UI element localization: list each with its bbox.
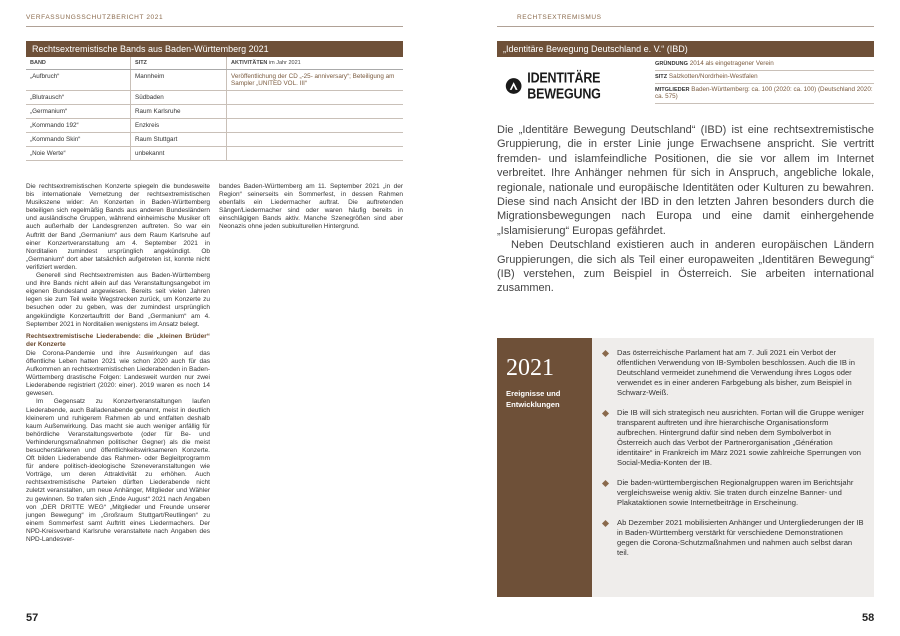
left-column-2 <box>219 183 403 232</box>
section-heading: Rechtsextremistische Liederabende: die „kleinen Brüder“ der Konzerte <box>26 332 210 348</box>
sitz-cell: Mannheim <box>131 70 227 91</box>
paragraph: Die rechtsextremistischen Konzerte spiegeln die bundesweite bis internationale Vernetzung der rechtsextremistischen Musikszene wider: An Konzerten in Baden-Württemberg beteiligen sich regelmäßig Bands aus anderen Bundesländern und ausländische Gruppen, während einheimische Musiker oft auch außerhalb der Landesgrenzen auftreten. So war ein Auftritt der Band „Germanium“ aus dem Raum Karlsruhe auf einer Konzertveranstaltung am 4. September 2021 in Norditalien zumindest ursprünglich angekündigt. Ob „Germanium“ dort aber tatsächlich aufgetreten ist, konnte nicht verifiziert werden. <box>26 183 210 271</box>
table-title: Rechtsextremistische Bands aus Baden-Württemberg 2021 <box>26 41 403 57</box>
sitz-cell: Raum Stuttgart <box>131 133 227 147</box>
info-label: MITGLIEDER <box>655 87 690 93</box>
col-header-band: BAND <box>26 57 131 70</box>
info-label: GRÜNDUNG <box>655 61 688 67</box>
event-item <box>601 348 864 398</box>
event-text: Ab Dezember 2021 mobilisierten Anhänger und Untergliederungen der IB in Baden-Württemberg verstärkt für verschiedene Demonstrationen gegen die Corona-Schutzmaßnahmen und nahmen auch selbst daran teil. <box>617 518 864 557</box>
paragraph: bandes Baden-Württemberg am 11. September 2021 „in der Region“ seinerseits ein Sommerfest, in dessen Rahmen ebenfalls ein Liedermacher auftrat. Die auftretenden Sänger/Liedermacher sind oder waren häufig bereits in einschlägigen Bands aktiv. Manche Szenegrößen sind aber Neonazis ohne jeden subkulturellen Hintergrund. <box>219 183 403 231</box>
page-number-right: 58 <box>862 612 875 624</box>
band-cell: „Kommando 192“ <box>26 119 131 133</box>
info-label: SITZ <box>655 74 668 80</box>
paragraph: Im Gegensatz zu Konzertveranstaltungen laufen Liederabende, auch Balladenabende genannt, meist in deutlich kleinerem und ruhigerem Rahmen ab und entfalten deshalb kaum Außenwirkung. Das macht sie auch weniger anfällig für behördliche Veranstaltungsverbote (oder für Be- und Verhinderungsmaßnahmen politischer Gegner) als die meist besucherstärkeren und öffentlichkeitswirksameren Konzerte. Oft bilden Liederabende das Rahmen- oder Begleitprogramm für andere politisch-ideologische Szeneveranstaltungen wie Vorträge, um deren Attraktivität zu erhöhen. Auch rechtsextremistische Parteien dürften Liederabende nicht zuletzt veranstalten, um neue Anhänger, Mitglieder und Wähler zu gewinnen. So trafen sich „Ende August“ 2021 nach Angaben von „DER DRITTE WEG“ „Mitglieder und Freunde unserer jungen Bewegung“ im „Großraum Stuttgart/Reutlingen“ zu einem Sommerfest samt Auftritt eines Liedermachers. Der NPD-Kreisverband Karlsruhe veranstaltete nach Angaben des NPD-Landesver- <box>26 398 210 544</box>
diamond-bullet-icon <box>602 350 609 357</box>
events-list <box>601 348 864 568</box>
info-row <box>655 58 874 71</box>
events-year: 2021 <box>506 355 554 381</box>
band-cell: „Aufbruch“ <box>26 70 131 91</box>
info-value: 2014 als eingetragener Verein <box>689 60 774 67</box>
diamond-bullet-icon <box>602 480 609 487</box>
table-row <box>26 105 403 119</box>
events-box <box>497 338 874 597</box>
ib-logo <box>505 69 645 103</box>
table-row <box>26 91 403 105</box>
diamond-bullet-icon <box>602 410 609 417</box>
event-item <box>601 408 864 468</box>
sitz-cell: Enzkreis <box>131 119 227 133</box>
lead-text <box>497 123 874 296</box>
logo-wordmark: IDENTITÄRE BEWEGUNG <box>527 69 601 103</box>
activity-cell <box>227 147 404 161</box>
table-row <box>26 147 403 161</box>
table-row <box>26 133 403 147</box>
header-rule-left <box>26 26 403 27</box>
col-header-activities-label: AKTIVITÄTEN <box>231 60 268 66</box>
header-rule-right <box>497 26 874 27</box>
table-body <box>26 70 403 161</box>
info-value: Baden-Württemberg: ca. 100 (2020: ca. 100) (Deutschland 2020: ca. 575) <box>655 86 873 100</box>
paragraph: Generell sind Rechtsextremisten aus Baden-Württemberg und ihre Bands nicht allein auf das Veranstaltungsangebot im eigenen Bundesland angewiesen. Bereits seit vielen Jahren legen sie zum Teil weite Wegstrecken zurück, um Konzerte zu besuchen oder zu geben, was der zumindest ursprünglich angekündigte Konzertauftritt der Band „Germanium“ am 4. September 2021 in Norditalien wenigstens im Ansatz belegt. <box>26 272 210 328</box>
events-label-panel <box>497 338 592 597</box>
events-label: Ereignisse und Entwicklungen <box>506 389 561 409</box>
lambda-icon <box>505 75 522 97</box>
sitz-cell: unbekannt <box>131 147 227 161</box>
band-cell: „Germanium“ <box>26 105 131 119</box>
event-item <box>601 478 864 508</box>
event-text: Das österreichische Parlament hat am 7. Juli 2021 ein Verbot der öffentlichen Verwendung von IB-Symbolen beschlossen. Auch die IB in Deutschland vermeidet zunehmend die Verwendung ihres Logos oder verwendet es in einer anderen Farbgebung als bisher, zum Beispiel in Schwarz-Weiß. <box>617 348 855 397</box>
page-number-left: 57 <box>26 612 39 624</box>
col-header-activities-year: im Jahr 2021 <box>267 60 301 66</box>
sitz-cell: Südbaden <box>131 91 227 105</box>
activity-cell: Veröffentlichung der CD „-25- anniversary“; Beteiligung am Sampler „UNITED VOL. III“ <box>227 70 404 91</box>
info-row <box>655 71 874 84</box>
running-head-left: VERFASSUNGSSCHUTZBERICHT 2021 <box>26 14 164 21</box>
band-cell: „Blutrausch“ <box>26 91 131 105</box>
lead-paragraph: Die „Identitäre Bewegung Deutschland“ (IBD) ist eine rechtsextremistische Gruppierung, die in erster Linie junge Erwachsene anspricht. Sie vertritt fremden- und islamfeindliche Positionen, die sie vor allem im Internet verbreitet. Ihre Anhänger nehmen für sich in Anspruch, angebliche lokale, regionale, nationale und europäische Identitäten oder Kulturen zu bewahren. Diese sind nach Ansicht der IBD in den letzten Jahren besonders durch die Migrationsbewegungen nach Europa und eine damit einhergehende „Islamisierung“ Europas gefährdet. <box>497 124 874 237</box>
sitz-cell: Raum Karlsruhe <box>131 105 227 119</box>
activity-cell <box>227 91 404 105</box>
lead-paragraph: Neben Deutschland existieren auch in anderen europäischen Ländern Gruppierungen, die sich als Teil einer europaweiten „Identitären Bewegung“ (IB) verstehen, zum Beispiel in Österreich. Sie arbeiten international zusammen. <box>497 239 874 295</box>
diamond-bullet-icon <box>602 520 609 527</box>
left-column-1 <box>26 183 210 544</box>
info-row <box>655 84 874 104</box>
table-row <box>26 119 403 133</box>
event-text: Die IB will sich strategisch neu ausrichten. Fortan will die Gruppe weniger transparent auftreten und ihre hierarchische Organisationsform aufbrechen. Hintergrund dafür sind neben dem Symbolverbot in Österreich auch das Verbot der Partnerorganisation „Génération identitaire“ in Frankreich im März 2021 sowie zahlreiche Sperrungen von Social-Media-Konten der IB. <box>617 408 864 467</box>
table-header-row <box>26 57 403 70</box>
activity-cell <box>227 105 404 119</box>
band-cell: „Noie Werte“ <box>26 147 131 161</box>
col-header-sitz: SITZ <box>131 57 227 70</box>
event-text: Die baden-württembergischen Regionalgruppen waren im Berichtsjahr vergleichsweise wenig aktiv. Sie traten durch einzelne Banner- und Plakataktionen sowie Internetbeiträge in Erscheinung. <box>617 478 854 507</box>
info-rows <box>655 58 874 104</box>
col-header-activities <box>227 57 404 70</box>
bands-table <box>26 57 403 161</box>
event-item <box>601 518 864 558</box>
activity-cell <box>227 133 404 147</box>
info-value: Salzkotten/Nordrhein-Westfalen <box>668 73 758 80</box>
paragraph: Die Corona-Pandemie und ihre Auswirkungen auf das öffentliche Leben hatten 2021 wie schon 2020 auch für das Aufkommen an rechtsextremistischen Liederabenden in Baden-Württemberg drastische Folgen: Landesweit wurden nur zwei Liederabende registriert (2020: einer). 2019 waren es noch 14 gewesen. <box>26 349 210 398</box>
band-cell: „Kommando Skin“ <box>26 133 131 147</box>
table-row <box>26 70 403 91</box>
activity-cell <box>227 119 404 133</box>
info-box-title: „Identitäre Bewegung Deutschland e. V.“ (IBD) <box>497 41 874 57</box>
running-head-right: RECHTSEXTREMISMUS <box>517 14 602 21</box>
